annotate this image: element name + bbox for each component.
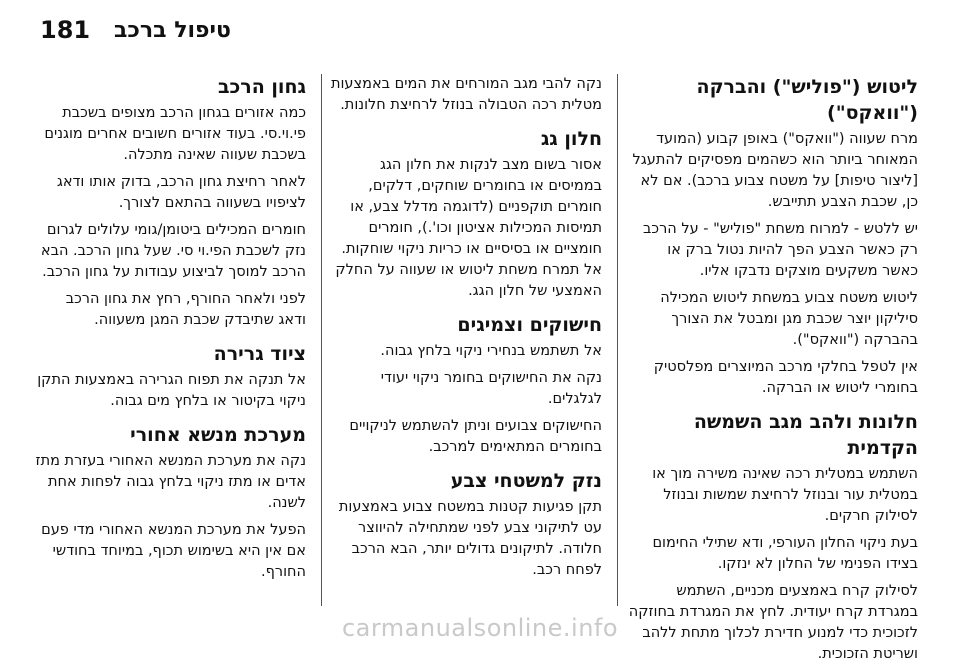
section-heading: נזק למשטחי צבע <box>450 470 602 492</box>
column-divider <box>321 74 322 606</box>
body-paragraph: השתמש במטלית רכה שאינה משירה מוך או במטלית עור ובנוזל לרחיצת שמשות ובנוזל לסילוק חרקים. <box>652 466 918 524</box>
body-paragraph: לפני ולאחר החורף, רחץ את גחון הרכב ודאג שתיבדק שכבת המגן משעווה. <box>65 291 306 328</box>
section-heading: חישוקים וצמיגים <box>457 314 602 336</box>
body-paragraph: החישוקים צבועים וניתן להשתמש לניקויים בחומרים המתאימים למרכב. <box>349 418 602 455</box>
section-heading: מערכת מנשא אחורי <box>130 424 306 446</box>
section-heading: חלון גג <box>540 128 602 150</box>
section-heading: ליטוש ("פוליש") והברקה ("וואקס") <box>696 76 918 124</box>
column-middle <box>330 74 602 587</box>
body-paragraph: לסילוק קרח באמצעים מכניים, השתמש במגרדת קרח יעודית. לחץ את המגרדת בחוזקה לזכוכית כדי למנוע חדירת לכלוך מתחת ללהב ושריטת הזכוכית. <box>628 583 918 662</box>
section-heading: גחון הרכב <box>217 76 306 98</box>
body-paragraph: בעת ניקוי החלון העורפי, ודא שתילי החימום בצידו הפנימי של החלון לא ינזקו. <box>652 535 918 572</box>
body-paragraph: נקה את החישוקים בחומר ניקוי יעודי לגלגלים. <box>380 370 602 407</box>
body-paragraph: נקה את מערכת המנשא האחורי בעזרת מתז אדים או מתז ניקוי בלחץ גבוה לפחות אחת לשנה. <box>35 453 306 511</box>
page-number: 181 <box>40 16 91 44</box>
body-paragraph: יש ללטש - למרוח משחת "פוליש" - על הרכב רק כאשר הצבע הפך להיות נטול ברק או כאשר משקעים מוצקים נדבקו אליו. <box>643 221 918 279</box>
body-paragraph: אל תנקה את תפוח הגרירה באמצעות התקן ניקוי בקיטור או בלחץ מים גבוה. <box>37 372 306 409</box>
watermark[interactable]: carmanualsonline.info <box>341 614 619 642</box>
column-right <box>628 74 918 671</box>
body-paragraph: מרח שעווה ("וואקס") באופן קבוע (המועד המאוחר ביותר הוא כשהמים מפסיקים להתעגל [ליצור טיפות] על משטח צבוע ברכב). אם לא כן, שכבת הצבע תתייבש. <box>632 131 918 210</box>
body-paragraph: לאחר רחיצת גחון הרכב, בדוק אותו ודאג לציפויו בשעווה בהתאם לצורך. <box>56 174 306 211</box>
body-paragraph: אל תשתמש בנחירי ניקוי בלחץ גבוה. <box>380 343 602 359</box>
body-paragraph: אסור בשום מצב לנקות את חלון הגג בממיסים או בחומרים שוחקים, דלקים, חומרים תוקפניים (לדוגמה מדלל צבע, או תמיסות המכילות אציטון וכו'.), חומרים חומציים או בסיסיים או כריות ניקוי שוחקות. אל תמרח משחת ליטוש או שעווה על החלק האמצעי של חלון הגג. <box>335 157 602 299</box>
column-left <box>34 74 306 589</box>
body-paragraph: נקה להבי מגב המורחים את המים באמצעות מטלית רכה הטבולה בנוזל לרחיצת חלונות. <box>330 76 602 113</box>
body-paragraph: כמה אזורים בגחון הרכב מצופים בשכבת פי.וי.סי. בעוד אזורים חשובים אחרים מוגנים בשכבת שעווה שאינה מתכלה. <box>44 105 306 163</box>
page-header <box>0 0 960 62</box>
section-heading: חלונות ולהב מגב השמשה הקדמית <box>693 411 918 459</box>
body-paragraph: חומרים המכילים ביטומן/גומי עלולים לגרום נזק לשכבת הפי.וי סי. שעל גחון הרכב. הבא הרכב למוסך לביצוע עבודות על גחון הרכב. <box>40 222 306 280</box>
body-paragraph: תקן פגיעות קטנות במשטח צבוע באמצעות עט לתיקוני צבע לפני שמתחילה להיווצר חלודה. לתיקונים גדולים יותר, הבא הרכב לפחח רכב. <box>338 499 602 578</box>
page-title: טיפול ברכב <box>114 18 231 43</box>
body-paragraph: הפעל את מערכת המנשא האחורי מדי פעם אם אין היא בשימוש תכוף, במיוחד בחודשי החורף. <box>41 522 306 580</box>
body-paragraph: אין לטפל בחלקי מרכב המיוצרים מפלסטיק בחומרי ליטוש או הברקה. <box>653 359 918 396</box>
body-paragraph: ליטוש משטח צבוע במשחת ליטוש המכילה סיליקון יוצר שכבת מגן ומבטל את הצורך בהברקה ("וואקס"). <box>660 290 918 348</box>
column-divider <box>617 74 618 606</box>
section-heading: ציוד גרירה <box>213 343 306 365</box>
